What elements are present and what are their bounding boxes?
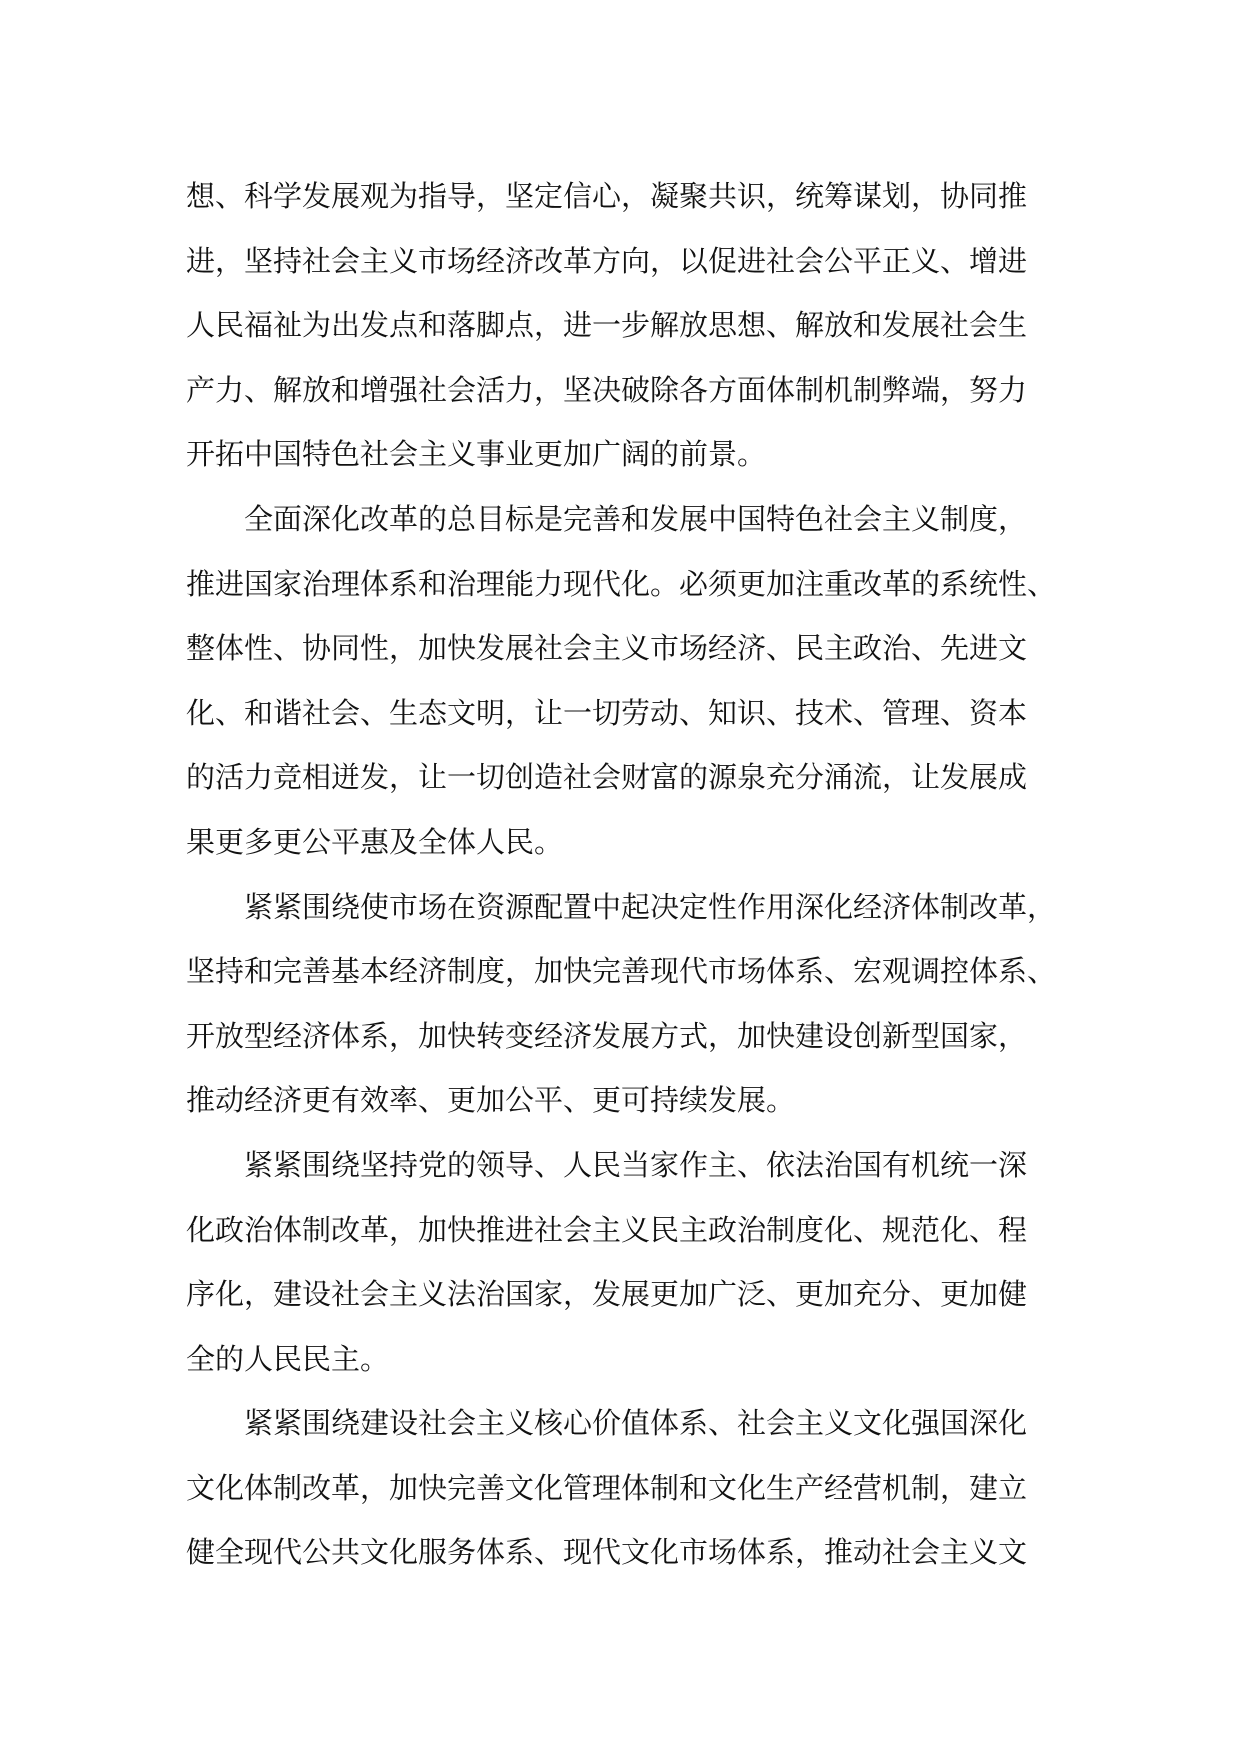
text-line: 紧紧围绕坚持党的领导、人民当家作主、依法治国有机统一深 <box>244 1147 1028 1182</box>
text-line: 紧紧围绕建设社会主义核心价值体系、社会主义文化强国深化 <box>244 1406 1028 1441</box>
text-line: 文化体制改革，加快完善文化管理体制和文化生产经营机制，建立 <box>186 1470 1028 1505</box>
text-line: 进，坚持社会主义市场经济改革方向，以促进社会公平正义、增进 <box>186 243 1028 278</box>
text-line: 全的人民民主。 <box>186 1341 390 1376</box>
paragraph-5 <box>186 1391 1066 1585</box>
text-line: 全面深化改革的总目标是完善和发展中国特色社会主义制度， <box>244 501 1028 536</box>
document-body <box>186 164 1066 1585</box>
text-line: 序化，建设社会主义法治国家，发展更加广泛、更加充分、更加健 <box>186 1277 1028 1312</box>
text-line: 产力、解放和增强社会活力，坚决破除各方面体制机制弊端，努力 <box>186 372 1028 407</box>
text-line: 化政治体制改革，加快推进社会主义民主政治制度化、规范化、程 <box>186 1212 1028 1247</box>
text-line: 健全现代公共文化服务体系、现代文化市场体系，推动社会主义文 <box>186 1535 1028 1570</box>
text-line: 化、和谐社会、生态文明，让一切劳动、知识、技术、管理、资本 <box>186 695 1028 730</box>
text-line: 的活力竞相迸发，让一切创造社会财富的源泉充分涌流，让发展成 <box>186 760 1028 795</box>
text-line: 坚持和完善基本经济制度，加快完善现代市场体系、宏观调控体系、 <box>186 954 1057 989</box>
text-line: 想、科学发展观为指导，坚定信心，凝聚共识，统筹谋划，协同推 <box>186 179 1028 213</box>
paragraph-1 <box>186 164 1066 487</box>
text-line: 推进国家治理体系和治理能力现代化。必须更加注重改革的系统性、 <box>186 566 1057 601</box>
paragraph-4 <box>186 1133 1066 1391</box>
text-line: 果更多更公平惠及全体人民。 <box>186 824 564 859</box>
text-line: 开放型经济体系，加快转变经济发展方式，加快建设创新型国家， <box>186 1018 1028 1053</box>
text-line: 开拓中国特色社会主义事业更加广阔的前景。 <box>186 437 767 472</box>
text-line: 整体性、协同性，加快发展社会主义市场经济、民主政治、先进文 <box>186 631 1028 666</box>
paragraph-2 <box>186 487 1066 875</box>
paragraph-3 <box>186 875 1066 1133</box>
text-line: 推动经济更有效率、更加公平、更可持续发展。 <box>186 1083 796 1118</box>
text-line: 紧紧围绕使市场在资源配置中起决定性作用深化经济体制改革， <box>244 889 1057 924</box>
text-line: 人民福祉为出发点和落脚点，进一步解放思想、解放和发展社会生 <box>186 308 1028 343</box>
